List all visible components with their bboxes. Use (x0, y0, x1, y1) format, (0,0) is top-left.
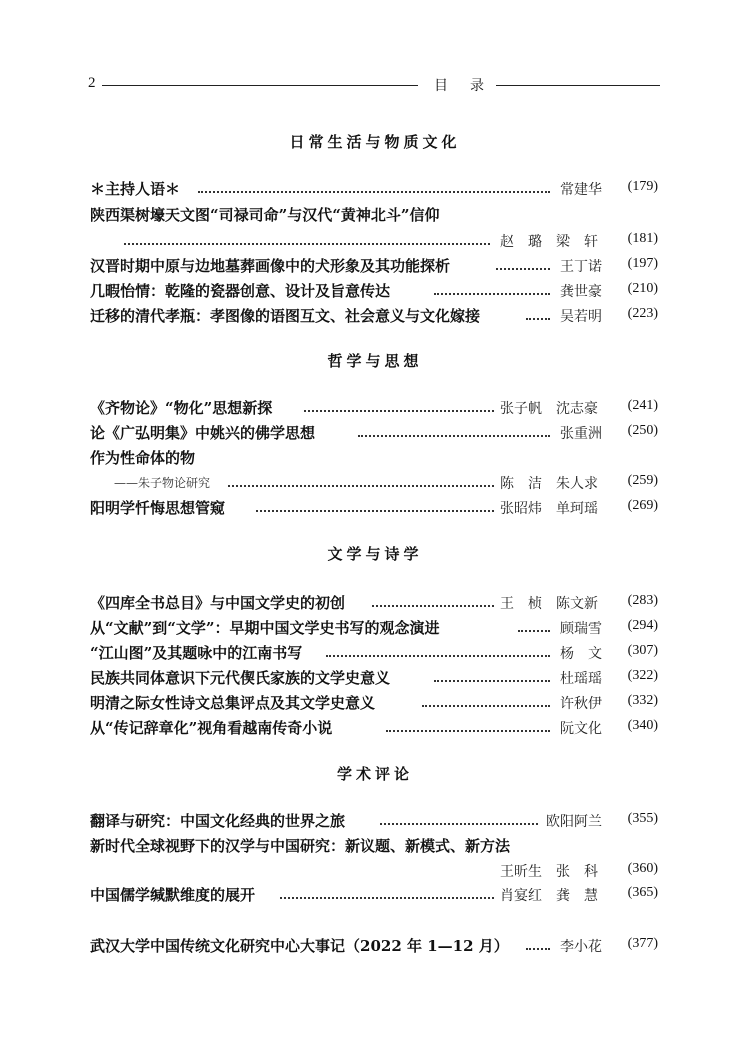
entry-page: (294) (627, 618, 658, 633)
dot-leader (434, 680, 550, 682)
entry-title: 阳明学忏悔思想管窥 (90, 499, 226, 517)
entry-page: (241) (627, 398, 658, 413)
entry-title: 陕西渠树壕天文图“司禄司命”与汉代“黄神北斗”信仰 (90, 206, 440, 224)
entry-page: (223) (627, 306, 658, 321)
toc-entry[interactable] (90, 642, 658, 666)
page-number: 2 (88, 75, 96, 91)
entry-author: 王 桢 陈文新 (500, 596, 598, 612)
entry-page: (377) (627, 936, 658, 951)
toc-entry[interactable] (90, 692, 658, 716)
entry-title: 几暇怡情：乾隆的瓷器创意、设计及旨意传达 (90, 282, 391, 300)
dot-leader (526, 948, 550, 950)
entry-title: 明清之际女性诗文总集评点及其文学史意义 (90, 694, 376, 712)
toc-entry[interactable] (90, 835, 658, 859)
entry-title: 汉晋时期中原与边地墓葬画像中的犬形象及其功能探析 (90, 257, 451, 275)
dot-leader (434, 293, 550, 295)
entry-page: (340) (627, 718, 658, 733)
entry-author: 许秋伊 (560, 696, 602, 712)
entry-title: 新时代全球视野下的汉学与中国研究：新议题、新模式、新方法 (90, 837, 511, 855)
entry-page: (179) (627, 179, 658, 194)
entry-author: 常建华 (560, 182, 602, 198)
toc-entry-continuation[interactable] (90, 860, 658, 884)
toc-entry[interactable] (90, 667, 658, 691)
dot-leader (326, 655, 550, 657)
entry-page: (322) (627, 668, 658, 683)
entry-title: ＊主持人语＊ (90, 180, 181, 198)
entry-title: 民族共同体意识下元代偰氏家族的文学史意义 (90, 669, 391, 687)
entry-page: (355) (627, 811, 658, 826)
entry-page: (210) (627, 281, 658, 296)
entry-page: (181) (627, 231, 658, 246)
toc-entry[interactable] (90, 617, 658, 641)
toc-entry[interactable] (90, 810, 658, 834)
entry-author: 欧阳阿兰 (546, 814, 602, 830)
dot-leader (518, 630, 550, 632)
entry-subtitle: ——朱子物论研究 (114, 476, 211, 490)
dot-leader (496, 268, 550, 270)
entry-title: 翻译与研究：中国文化经典的世界之旅 (90, 812, 346, 830)
page-header (88, 72, 660, 98)
toc-entry[interactable] (90, 717, 658, 741)
dot-leader (256, 510, 494, 512)
entry-title: 从“文献”到“文学”：早期中国文学史书写的观念演进 (90, 619, 440, 637)
section-title-daily-life: 日常生活与物质文化 (289, 133, 461, 151)
entry-author: 杜瑶瑶 (560, 671, 602, 687)
section-title-philosophy: 哲学与思想 (327, 352, 423, 370)
entry-title: 武汉大学中国传统文化研究中心大事记（2022 年 1—12 月） (90, 937, 509, 955)
dot-leader (304, 410, 494, 412)
entry-author: 杨 文 (560, 646, 602, 662)
entry-author: 肖宴红 龚 慧 (500, 888, 598, 904)
section-title-literature: 文学与诗学 (327, 545, 423, 563)
entry-title: “江山图”及其题咏中的江南书写 (90, 644, 303, 662)
header-rule-left (102, 85, 418, 86)
dot-leader (280, 897, 494, 899)
entry-title: 从“传记辞章化”视角看越南传奇小说 (90, 719, 333, 737)
dot-leader (380, 823, 538, 825)
entry-page: (360) (627, 861, 658, 876)
dot-leader (372, 605, 494, 607)
entry-author: 陈 洁 朱人求 (500, 476, 598, 492)
entry-title: 论《广弘明集》中姚兴的佛学思想 (90, 424, 316, 442)
toc-entry[interactable] (90, 422, 658, 446)
dot-leader (422, 705, 550, 707)
entry-author: 阮文化 (560, 721, 602, 737)
entry-author: 王丁诺 (560, 259, 602, 275)
entry-page: (365) (627, 885, 658, 900)
toc-entry-subtitle[interactable] (90, 472, 658, 496)
dot-leader (526, 318, 550, 320)
header-title-left: 目 (434, 78, 448, 94)
entry-author: 王昕生 张 科 (500, 864, 598, 880)
entry-author: 龚世豪 (560, 284, 602, 300)
toc-entry[interactable] (90, 305, 658, 329)
dot-leader (228, 485, 494, 487)
toc-entry[interactable] (90, 447, 658, 471)
toc-entry-events[interactable] (90, 935, 658, 959)
dot-leader (124, 243, 490, 245)
entry-author: 张重洲 (560, 426, 602, 442)
toc-entry[interactable] (90, 255, 658, 279)
entry-author: 吴若明 (560, 309, 602, 325)
entry-page: (197) (627, 256, 658, 271)
toc-entry[interactable] (90, 204, 658, 228)
entry-page: (307) (627, 643, 658, 658)
toc-entry[interactable] (90, 397, 658, 421)
entry-author: 顾瑞雪 (560, 621, 602, 637)
dot-leader (386, 730, 550, 732)
section-title-review: 学术评论 (336, 765, 413, 783)
toc-entry[interactable] (90, 280, 658, 304)
entry-author: 张子帆 沈志豪 (500, 401, 598, 417)
toc-entry[interactable] (90, 178, 658, 202)
toc-entry-continuation[interactable] (90, 230, 658, 254)
entry-author: 赵 璐 梁 轩 (500, 234, 598, 250)
header-title-right: 录 (470, 78, 484, 94)
entry-page: (283) (627, 593, 658, 608)
entry-title: 中国儒学缄默维度的展开 (90, 886, 256, 904)
toc-entry[interactable] (90, 592, 658, 616)
entry-page: (269) (627, 498, 658, 513)
header-rule-right (496, 85, 660, 86)
entry-page: (259) (627, 473, 658, 488)
entry-title: 迁移的清代孝瓶：孝图像的语图互文、社会意义与文化嫁接 (90, 307, 481, 325)
dot-leader (358, 435, 550, 437)
entry-title: 《四库全书总目》与中国文学史的初创 (90, 594, 346, 612)
entry-page: (250) (627, 423, 658, 438)
entry-title: 《齐物论》“物化”思想新探 (90, 399, 273, 417)
entry-author: 李小花 (560, 939, 602, 955)
entry-title: 作为性命体的物 (90, 449, 196, 467)
toc-entry[interactable] (90, 884, 658, 908)
entry-page: (332) (627, 693, 658, 708)
entry-author: 张昭炜 单珂瑶 (500, 501, 598, 517)
toc-entry[interactable] (90, 497, 658, 521)
dot-leader (198, 191, 550, 193)
